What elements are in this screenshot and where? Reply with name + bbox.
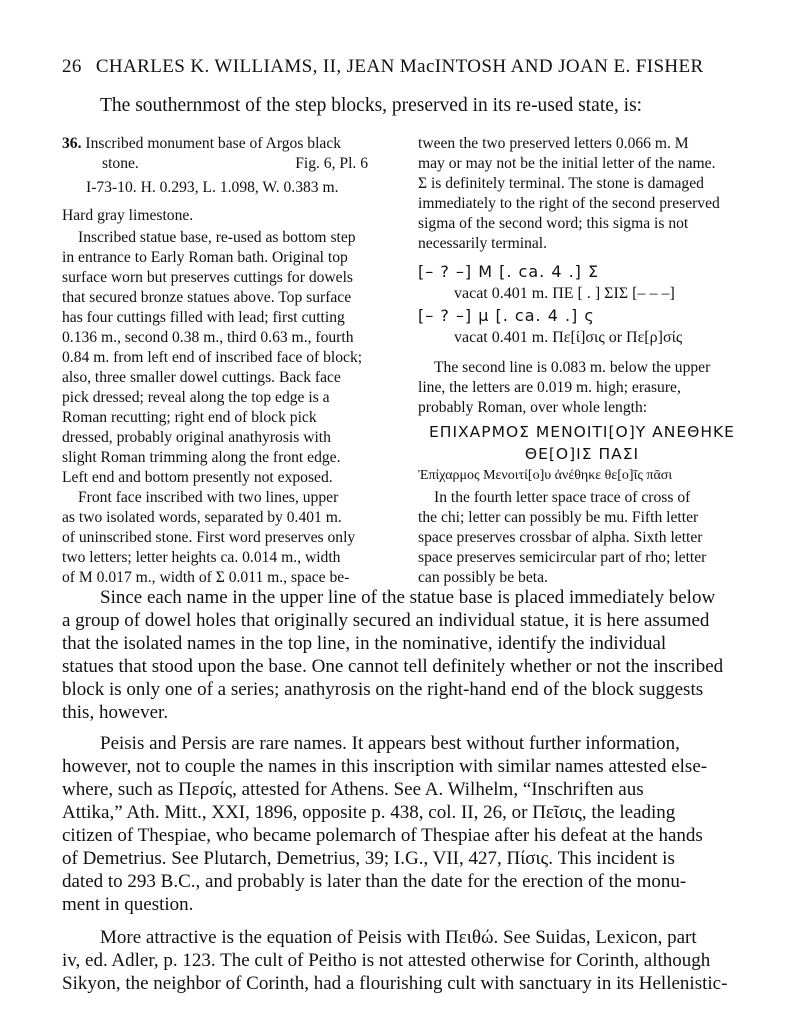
inscription-line-4: vacat 0.401 m. Πε[ί]σις or Πε[ρ]σίς: [454, 329, 683, 346]
text-line: Left end and bottom presently not exposed.: [62, 469, 333, 486]
running-title: CHARLES K. WILLIAMS, II, JEAN MacINTOSH AND JOAN E. FISHER: [95, 56, 704, 77]
right-paragraph-3: [418, 488, 746, 588]
entry-number: 36.: [62, 135, 82, 152]
text-line: Sikyon, the neighbor of Corinth, had a flourishing cult with sanctuary in its Hellenistic-: [62, 973, 728, 994]
entry-figure-ref: Fig. 6, Pl. 6: [295, 155, 368, 172]
inscription-line-3: [– ? –] μ [. ca. 4 .] ς: [418, 306, 595, 325]
text-line: however, not to couple the names in this inscription with similar names attested else-: [62, 756, 708, 777]
greek-minuscule-line: Ἐπίχαρμος Μενοιτί[ο]υ ἀνέθηκε θε[ο]ῖς πᾶσι: [418, 468, 673, 483]
text-line: also, three smaller dowel cuttings. Back face: [62, 369, 341, 386]
left-paragraph-1: [62, 228, 368, 488]
left-paragraph-2: [62, 488, 368, 588]
text-line: More attractive is the equation of Peisis with Πειθώ. See Suidas, Lexicon, part: [100, 927, 697, 948]
entry-inventory: I-73-10. H. 0.293, L. 1.098, W. 0.383 m.: [86, 179, 339, 196]
text-line: 0.136 m., second 0.38 m., third 0.63 m., fourth: [62, 329, 354, 346]
text-line: In the fourth letter space trace of cross of: [434, 489, 691, 506]
intro-sentence: The southernmost of the step blocks, preserved in its re-used state, is:: [100, 95, 643, 116]
text-line: block is only one of a series; anathyrosis on the right-hand end of the block suggests: [62, 679, 704, 700]
text-line: of uninscribed stone. First word preserves only: [62, 529, 356, 546]
text-line: sigma of the second word; this sigma is not: [418, 215, 689, 232]
text-line: Since each name in the upper line of the statue base is placed immediately below: [100, 587, 716, 608]
inscription-line-1: [– ? –] M [. ca. 4 .] Σ: [418, 262, 600, 281]
running-header: [62, 56, 704, 78]
text-line: of Demetrius. See Plutarch, Demetrius, 39; I.G., VII, 427, Πίσις. This incident is: [62, 848, 675, 869]
catalog-left-column: [62, 134, 368, 588]
text-line: Σ is definitely terminal. The stone is damaged: [418, 175, 704, 192]
body-paragraph-2: [62, 732, 742, 916]
text-line: where, such as Περσίς, attested for Athens. See A. Wilhelm, “Inschriften aus: [62, 779, 644, 800]
text-line: Inscribed statue base, re-used as bottom step: [78, 229, 356, 246]
text-line: ment in question.: [62, 894, 194, 915]
page-number: 26: [62, 56, 82, 77]
text-line: dressed, probably original anathyrosis with: [62, 429, 331, 446]
text-line: necessarily terminal.: [418, 235, 548, 252]
text-line: immediately to the right of the second preserved: [418, 195, 720, 212]
text-line: a group of dowel holes that originally secured an individual statue, it is here assumed: [62, 610, 710, 631]
inscription-line-2: vacat 0.401 m. ΠΕ [ . ] ΣΙΣ [– – –]: [454, 285, 675, 302]
body-paragraph-1: [62, 586, 742, 724]
text-line: citizen of Thespiae, who became polemarch of Thespiae after his defeat at the hands: [62, 825, 703, 846]
text-line: can possibly be beta.: [418, 569, 548, 586]
text-line: Peisis and Persis are rare names. It appears best without further information,: [100, 733, 680, 754]
right-paragraph-2: [418, 358, 746, 418]
text-line: of M 0.017 m., width of Σ 0.011 m., space be-: [62, 569, 350, 586]
text-line: iv, ed. Adler, p. 123. The cult of Peitho is not attested otherwise for Corinth, although: [62, 950, 711, 971]
text-line: has four cuttings filled with lead; first cutting: [62, 309, 345, 326]
text-line: space preserves crossbar of alpha. Sixth letter: [418, 529, 703, 546]
text-line: that secured bronze statues above. Top surface: [62, 289, 352, 306]
text-line: 0.84 m. from left end of inscribed face of block;: [62, 349, 363, 366]
text-line: pick dressed; reveal along the top edge is a: [62, 389, 330, 406]
text-line: slight Roman trimming along the front edge.: [62, 449, 341, 466]
text-line: The second line is 0.083 m. below the upper: [434, 359, 711, 376]
text-line: this, however.: [62, 702, 169, 723]
text-line: space preserves semicircular part of rho; letter: [418, 549, 707, 566]
text-line: two letters; letter heights ca. 0.014 m., width: [62, 549, 341, 566]
entry-title-line1: Inscribed monument base of Argos black: [85, 135, 342, 152]
right-paragraph-1: [418, 134, 746, 254]
catalog-right-column: [418, 134, 746, 588]
text-line: Front face inscribed with two lines, upper: [78, 489, 339, 506]
text-line: probably Roman, over whole length:: [418, 399, 648, 416]
text-line: in entrance to Early Roman bath. Original top: [62, 249, 348, 266]
body-paragraph-3: [62, 926, 742, 995]
text-line: statues that stood upon the base. One cannot tell definitely whether or not the inscribed: [62, 656, 724, 677]
text-line: may or may not be the initial letter of the name.: [418, 155, 716, 172]
text-line: as two isolated words, separated by 0.401 m.: [62, 509, 342, 526]
greek-capitals-line-2: ΘΕ[Ο]ΙΣ ΠΑΣΙ: [524, 445, 640, 463]
text-line: the chi; letter can possibly be mu. Fifth letter: [418, 509, 699, 526]
body-text: [62, 586, 742, 995]
text-line: Roman recutting; right end of block pick: [62, 409, 317, 426]
text-line: surface worn but preserves cuttings for dowels: [62, 269, 353, 286]
text-line: Attika,” Ath. Mitt., XXI, 1896, opposite p. 438, col. II, 26, or Πεῖσις, the leading: [62, 802, 676, 823]
text-line: dated to 293 B.C., and probably is later than the date for the erection of the monu-: [62, 871, 687, 892]
greek-capitals-line-1: ΕΠΙΧΑΡΜΟΣ ΜΕΝΟΙΤΙ[Ο]Υ ΑΝΕΘΗΚΕ: [429, 423, 735, 441]
entry-title: [62, 134, 368, 154]
text-line: that the isolated names in the top line, in the nominative, identify the individual: [62, 633, 667, 654]
text-line: line, the letters are 0.019 m. high; erasure,: [418, 379, 681, 396]
text-line: tween the two preserved letters 0.066 m. M: [418, 135, 689, 152]
entry-title-line2: stone.: [102, 155, 139, 172]
entry-material: Hard gray limestone.: [62, 207, 194, 224]
